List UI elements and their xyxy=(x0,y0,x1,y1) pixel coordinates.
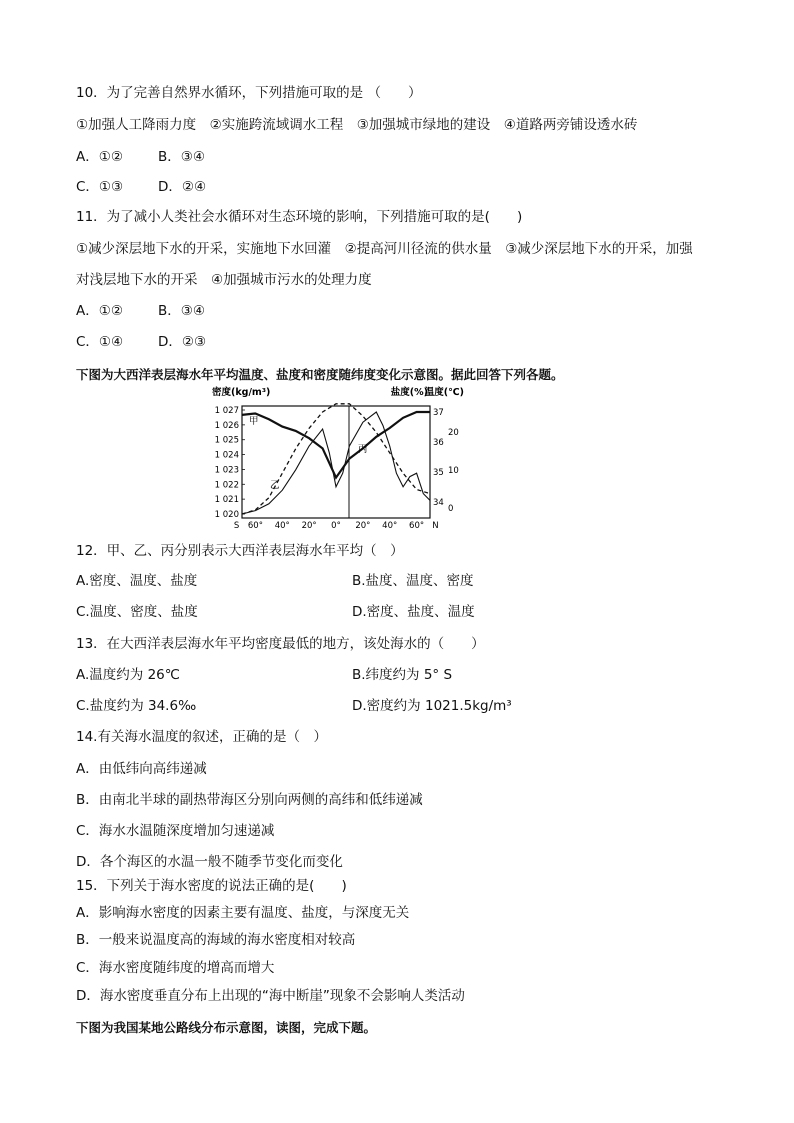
plot-frame xyxy=(242,406,430,518)
right-axis-title-salinity: 盐度(%) xyxy=(390,387,428,398)
latitude-tick-label: N xyxy=(432,521,439,530)
latitude-tick-label: 0° xyxy=(331,521,341,530)
left-axis-title: 密度(kg/m³) xyxy=(212,387,271,398)
q14-option-a: A．由低纬向高纬递减 xyxy=(76,761,207,777)
series-label-jia: 甲 xyxy=(249,416,259,427)
q15-stem: 15．下列关于海水密度的说法正确的是( ) xyxy=(76,878,347,894)
q15-option-d: D．海水密度垂直分布上出现的“海中断崖”现象不会影响人类活动 xyxy=(76,988,465,1004)
right-axis-title-temperature: 温度(℃) xyxy=(424,387,464,398)
latitude-axis-ticks xyxy=(234,521,439,530)
q11-stem: 11．为了减小人类社会水循环对生态环境的影响，下列措施可取的是( ) xyxy=(76,209,523,225)
q10-items: ①加强人工降雨力度 ②实施跨流域调水工程 ③加强城市绿地的建设 ④道路两旁铺设透水砖 xyxy=(76,117,638,133)
q14-stem: 14.有关海水温度的叙述，正确的是（ ） xyxy=(76,729,327,745)
q14-option-b: B．由南北半球的副热带海区分别向两侧的高纬和低纬递减 xyxy=(76,792,423,808)
q10-option-a: A．①② xyxy=(76,149,123,165)
q14-option-c: C．海水水温随深度增加匀速递减 xyxy=(76,823,275,839)
density-tick-label: 1 025 xyxy=(214,435,239,446)
q13-option-b: B.纬度约为 5° S xyxy=(352,667,453,683)
q11-option-a: A．①② xyxy=(76,303,123,319)
density-tick-label: 1 020 xyxy=(214,510,239,520)
salinity-tick-label: 34 xyxy=(433,498,444,508)
latitude-tick-label: 20° xyxy=(355,521,371,530)
series-label-yi: 乙 xyxy=(270,480,280,491)
density-tick-label: 1 022 xyxy=(214,480,239,491)
q10-option-c: C．①③ xyxy=(76,179,124,195)
series-label-bing: 丙 xyxy=(358,444,368,455)
q13-option-c: C.盐度约为 34.6‰ xyxy=(76,698,197,714)
density-tick-label: 1 021 xyxy=(214,495,239,506)
density-tick-label: 1 024 xyxy=(214,450,239,461)
series-line-1 xyxy=(242,412,430,478)
temperature-tick-label: 20 xyxy=(448,428,459,438)
q11-option-b: B．③④ xyxy=(158,303,205,319)
q15-option-a: A．影响海水密度的因素主要有温度、盐度，与深度无关 xyxy=(76,905,410,921)
temperature-tick-label: 10 xyxy=(448,466,459,476)
atlantic-chart-svg xyxy=(212,384,464,530)
density-tick-label: 1 026 xyxy=(214,420,239,431)
temperature-axis-ticks xyxy=(448,428,459,514)
q11-option-d: D．②③ xyxy=(158,334,207,350)
q10-option-d: D．②④ xyxy=(158,179,207,195)
salinity-tick-label: 37 xyxy=(433,408,444,418)
q12-stem: 12．甲、乙、丙分别表示大西洋表层海水年平均（ ） xyxy=(76,543,404,559)
series-line-2 xyxy=(242,412,430,514)
q14-option-d: D．各个海区的水温一般不随季节变化而变化 xyxy=(76,854,343,870)
latitude-tick-label: 40° xyxy=(274,521,290,530)
density-tick-label: 1 027 xyxy=(214,406,239,416)
latitude-tick-label: 20° xyxy=(301,521,317,530)
intro-chart: 下图为大西洋表层海水年平均温度、盐度和密度随纬度变化示意图。据此回答下列各题。 xyxy=(76,367,564,382)
q10-option-b: B．③④ xyxy=(158,149,205,165)
q11-items-line2: 对浅层地下水的开采 ④加强城市污水的处理力度 xyxy=(76,272,372,288)
q10-stem: 10．为了完善自然界水循环，下列措施可取的是 （ ） xyxy=(76,85,422,101)
q11-option-c: C．①④ xyxy=(76,334,124,350)
q15-option-b: B．一般来说温度高的海域的海水密度相对较高 xyxy=(76,932,356,948)
left-axis-ticks xyxy=(215,406,245,520)
salinity-axis-ticks xyxy=(433,408,444,508)
q12-option-d: D.密度、盐度、温度 xyxy=(352,604,475,620)
q15-option-c: C．海水密度随纬度的增高而增大 xyxy=(76,960,275,976)
q13-option-a: A.温度约为 26℃ xyxy=(76,667,180,683)
q11-items-line1: ①减少深层地下水的开采，实施地下水回灌 ②提高河川径流的供水量 ③减少深层地下水的开采，加强 xyxy=(76,241,693,257)
q12-option-c: C.温度、密度、盐度 xyxy=(76,604,198,620)
atlantic-chart xyxy=(212,384,464,530)
intro-map: 下图为我国某地公路线分布示意图，读图，完成下题。 xyxy=(76,1020,377,1035)
latitude-tick-label: 60° xyxy=(247,521,263,530)
q13-stem: 13．在大西洋表层海水年平均密度最低的地方，该处海水的（ ） xyxy=(76,636,485,652)
latitude-tick-label: 60° xyxy=(409,521,425,530)
temperature-tick-label: 0 xyxy=(448,504,454,514)
salinity-tick-label: 36 xyxy=(433,438,444,448)
latitude-tick-label: S xyxy=(233,521,240,530)
salinity-tick-label: 35 xyxy=(433,468,444,478)
q12-option-a: A.密度、温度、盐度 xyxy=(76,573,198,589)
latitude-tick-label: 40° xyxy=(382,521,398,530)
q12-option-b: B.盐度、温度、密度 xyxy=(352,573,474,589)
q13-option-d: D.密度约为 1021.5kg/m³ xyxy=(352,698,512,714)
density-tick-label: 1 023 xyxy=(214,465,239,476)
series-lines xyxy=(242,404,430,514)
